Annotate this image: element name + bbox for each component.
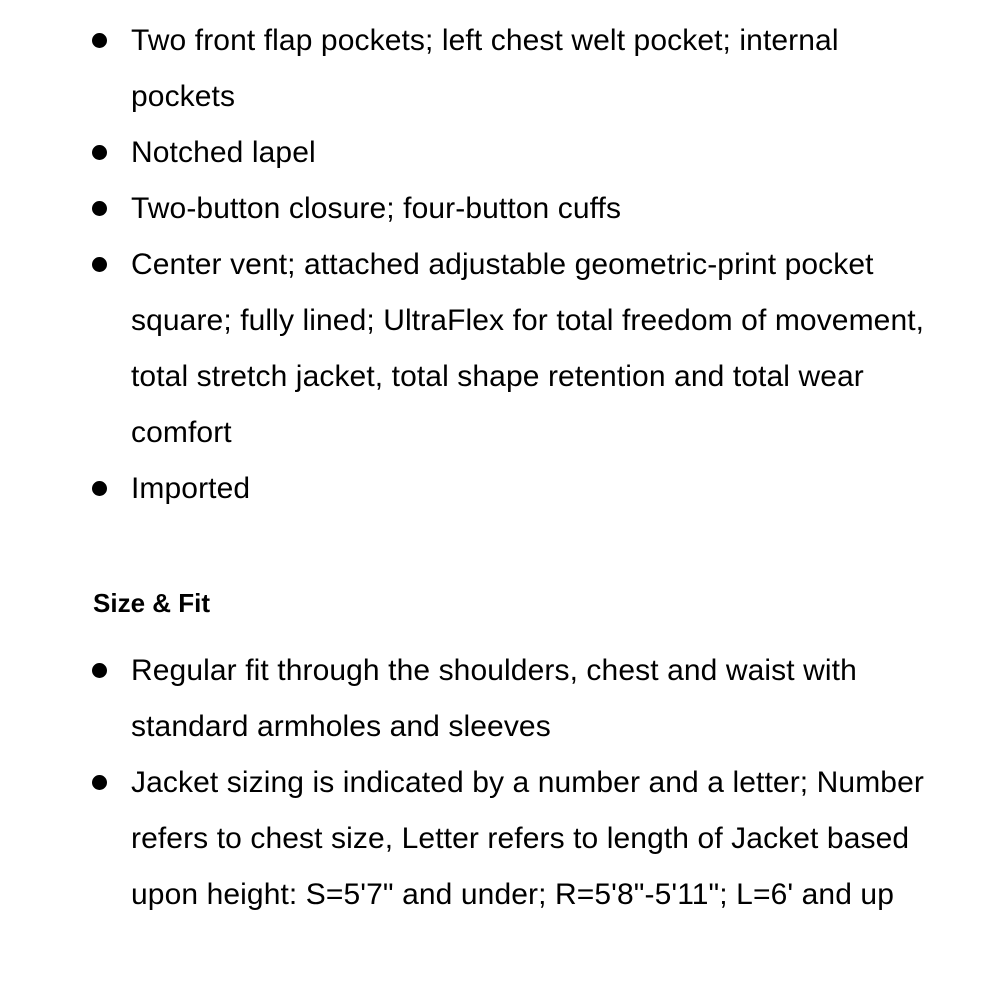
bullet-icon (92, 145, 107, 160)
list-item (0, 13, 1000, 125)
list-item (0, 0, 1000, 13)
list-item (0, 643, 1000, 755)
list-item (0, 181, 1000, 237)
list-item-text: Two-button closure; four-button cuffs (131, 192, 622, 225)
bullet-icon (92, 775, 107, 790)
size-fit-heading: Size & Fit (93, 588, 211, 618)
list-item (0, 461, 1000, 517)
bullet-icon (92, 481, 107, 496)
size-fit-list (0, 643, 1000, 923)
list-item-text: Notched lapel (131, 136, 316, 169)
list-item-text: Jacket sizing is indicated by a number and a letter; Number refers to chest size, Letter refers to length of Jacket based upon height: S=5'7" and under; R=5'8"-5'11"; L=6' and up (131, 766, 924, 911)
bullet-icon (92, 257, 107, 272)
list-item-text: Regular fit through the shoulders, chest and waist with standard armholes and sleeves (131, 654, 857, 743)
list-item-text (131, 0, 670, 1)
size-fit-section-header (0, 575, 1000, 631)
list-item-text: Center vent; attached adjustable geometric-print pocket square; fully lined; UltraFlex for total freedom of movement, total stretch jacket, total shape retention and total wear comfort (131, 248, 925, 449)
list-item (0, 237, 1000, 461)
bullet-icon (92, 663, 107, 678)
list-item-text: Imported (131, 472, 251, 505)
list-item-text: Two front flap pockets; left chest welt pocket; internal pockets (131, 24, 839, 113)
bullet-icon (92, 33, 107, 48)
list-item (0, 125, 1000, 181)
list-item (0, 755, 1000, 923)
bullet-icon (92, 201, 107, 216)
